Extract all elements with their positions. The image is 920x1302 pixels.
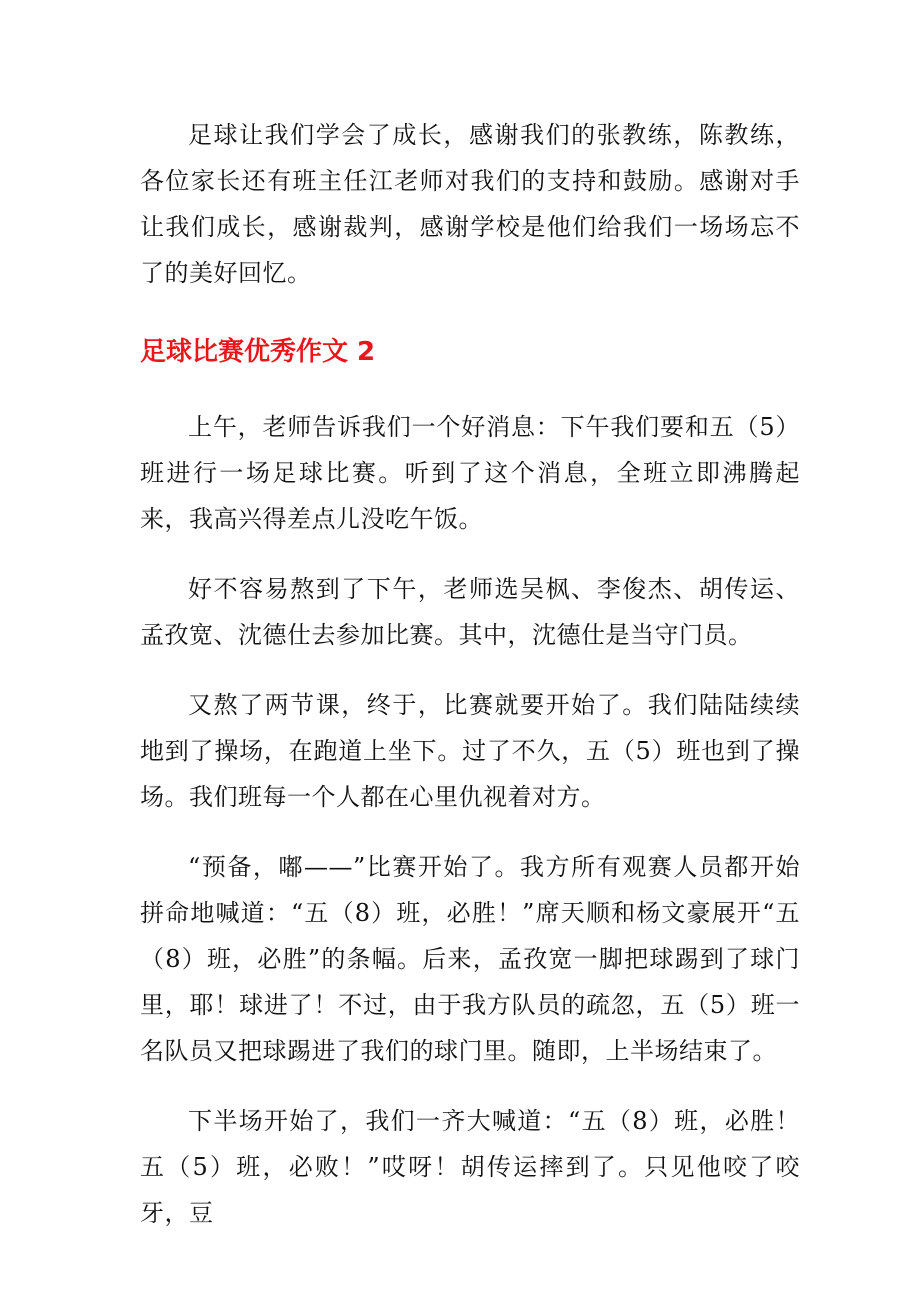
document-content	[140, 112, 800, 1236]
paragraph-1: 上午，老师告诉我们一个好消息：下午我们要和五（5）班进行一场足球比赛。听到了这个消息，全班立即沸腾起来，我高兴得差点儿没吃午饭。	[140, 413, 800, 533]
paragraph-3: 又熬了两节课，终于，比赛就要开始了。我们陆陆续续地到了操场，在跑道上坐下。过了不久，五（5）班也到了操场。我们班每一个人都在心里仇视着对方。	[140, 691, 800, 811]
intro-paragraph: 足球让我们学会了成长，感谢我们的张教练，陈教练，各位家长还有班主任江老师对我们的支持和鼓励。感谢对手让我们成长，感谢裁判，感谢学校是他们给我们一场场忘不了的美好回忆。	[140, 121, 800, 287]
paragraph-2: 好不容易熬到了下午，老师选吴枫、李俊杰、胡传运、孟孜宽、沈德仕去参加比赛。其中，沈德仕是当守门员。	[140, 575, 800, 649]
paragraph-4: “预备，嘟——”比赛开始了。我方所有观赛人员都开始拼命地喊道：“五（8）班，必胜！”席天顺和杨文豪展开“五（8）班，必胜”的条幅。后来，孟孜宽一脚把球踢到了球门里，耶！球进了！不过，由于我方队员的疏忽，五（5）班一名队员又把球踢进了我们的球门里。随即，上半场结束了。	[140, 853, 800, 1065]
section-heading: 足球比赛优秀作文 2	[140, 337, 376, 367]
paragraph-5: 下半场开始了，我们一齐大喊道：“五（8）班，必胜！五（5）班，必败！”哎呀！胡传运摔到了。只见他咬了咬牙，豆	[140, 1107, 800, 1227]
